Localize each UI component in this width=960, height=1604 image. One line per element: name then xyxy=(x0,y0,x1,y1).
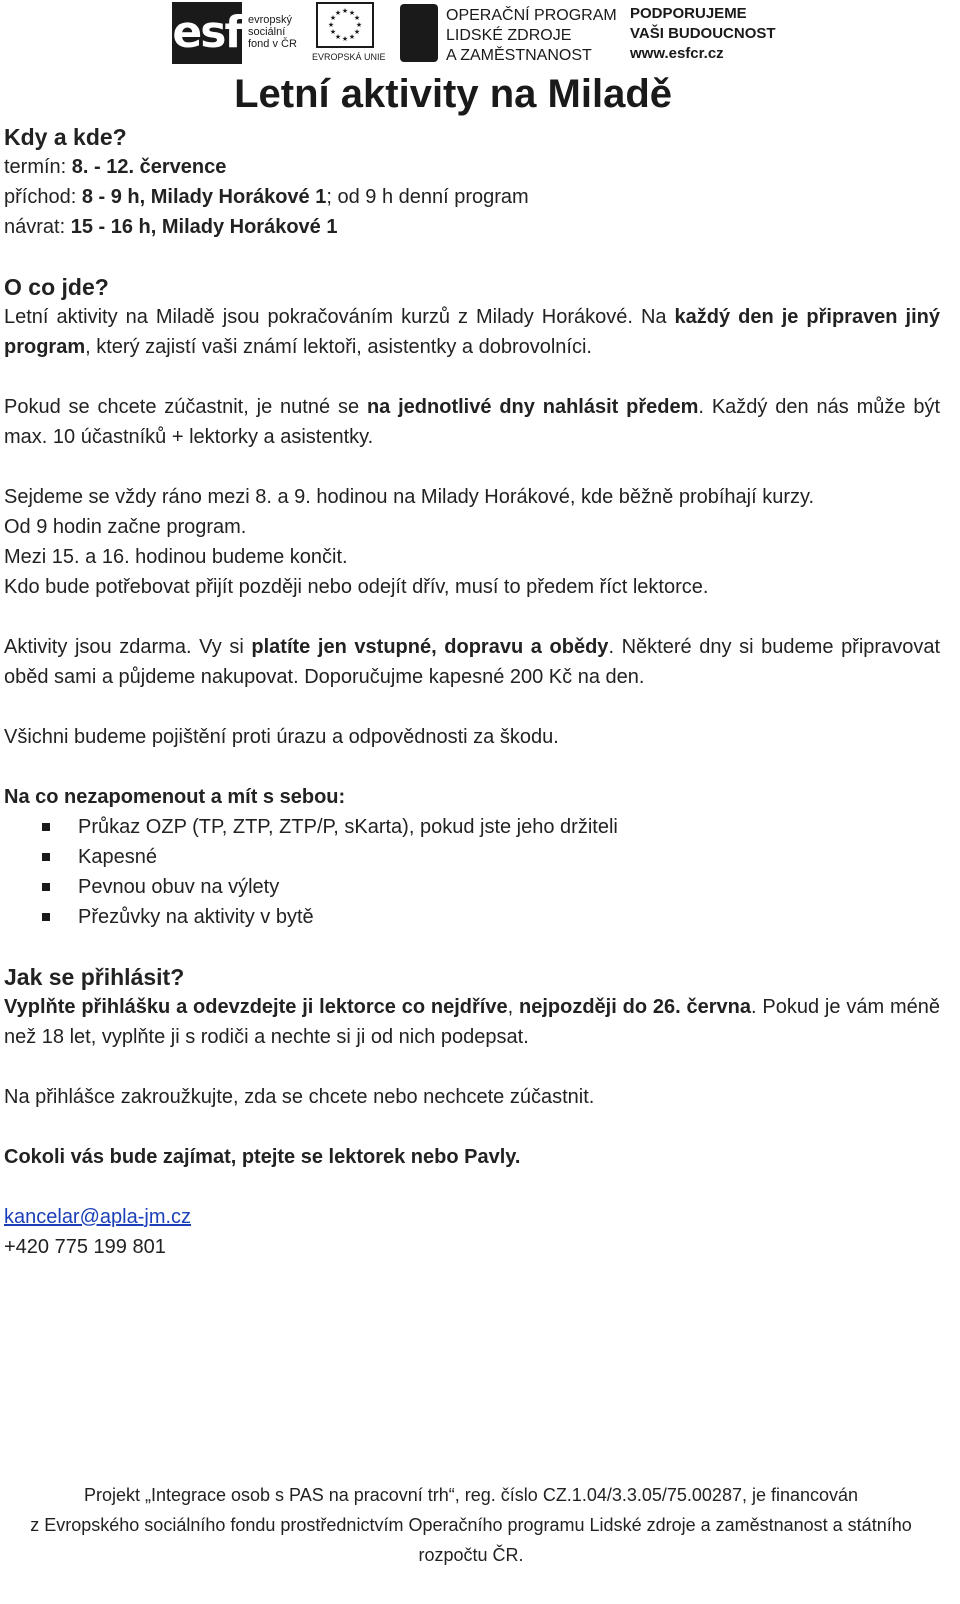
prichod-rest: ; od 9 h denní program xyxy=(326,186,529,208)
op-logo xyxy=(400,2,617,64)
page-title: Letní aktivity na Miladě xyxy=(234,72,672,116)
heading-sebou: Na co nezapomenout a mít s sebou: xyxy=(4,786,346,808)
text-span: . Pokud je vám méně než 18 let, vyplňte ji s rodiči a nechte si ji od nich podepsat. xyxy=(4,996,940,1048)
bold-span: platíte jen vstupné, dopravu a obědy xyxy=(251,636,609,658)
svg-text:★: ★ xyxy=(348,33,356,41)
text-span: . Některé dny si budeme připravovat oběd sami a půjdeme nakupovat. Doporučujme kapesné 200 Kč na den. xyxy=(4,636,940,688)
footer-note xyxy=(0,1480,942,1570)
text-span: . Každý den nás může být max. 10 účastníků + lektorky a asistentky. xyxy=(4,396,940,448)
esf-line: sociální xyxy=(248,26,286,38)
termin-line xyxy=(4,152,940,182)
navrat-value: 15 - 16 h, Milady Horákové 1 xyxy=(70,216,338,238)
list-item xyxy=(4,842,940,872)
op-line: LIDSKÉ ZDROJE xyxy=(446,27,572,44)
bullet-icon xyxy=(42,913,50,921)
list-item xyxy=(4,812,940,842)
list-item xyxy=(4,872,940,902)
heading-o-co-jde: O co jde? xyxy=(4,274,109,300)
esf-logo-text xyxy=(248,14,297,50)
list-item-text: Kapesné xyxy=(78,846,157,868)
footer-line: z Evropského sociálního fondu prostřednictvím Operačního programu Lidské zdroje a zaměstnanost a státního xyxy=(30,1515,912,1535)
text-span: Aktivity jsou zdarma. Vy si xyxy=(4,636,252,658)
op-logo-mark xyxy=(400,4,438,62)
svg-text:★: ★ xyxy=(341,7,349,15)
logo-header xyxy=(0,0,960,70)
svg-text:★: ★ xyxy=(327,21,335,29)
bold-span: Vyplňte přihlášku a odevzdejte ji lektorce co nejdříve xyxy=(4,996,508,1018)
paragraph-registration xyxy=(4,392,940,452)
termin-value: 8. - 12. července xyxy=(71,156,227,178)
pod-line: www.esfcr.cz xyxy=(630,45,724,62)
navrat-label: návrat: xyxy=(4,216,71,238)
esf-logo-mark: esf xyxy=(172,2,242,64)
prichod-line xyxy=(4,182,940,212)
text-span: , xyxy=(507,996,519,1018)
paragraph-intro xyxy=(4,302,940,362)
op-logo-text xyxy=(446,6,617,66)
svg-text:★: ★ xyxy=(334,33,342,41)
list-item xyxy=(4,902,940,932)
op-line: OPERAČNÍ PROGRAM xyxy=(446,7,617,24)
schedule-line-3: Mezi 15. a 16. hodinou budeme končit. xyxy=(4,546,348,568)
prichod-value: 8 - 9 h, Milady Horákové 1 xyxy=(81,186,327,208)
op-line: A ZAMĚSTNANOST xyxy=(446,47,592,64)
footer-line: rozpočtu ČR. xyxy=(418,1545,524,1565)
page-title-wrap xyxy=(0,70,940,118)
list-item-text: Průkaz OZP (TP, ZTP, ZTP/P, sKarta), pokud jste jeho držiteli xyxy=(78,816,618,838)
eu-logo xyxy=(312,2,386,64)
eu-flag-icon xyxy=(316,2,374,48)
paragraph-insurance: Všichni budeme pojištění proti úrazu a odpovědnosti za škodu. xyxy=(4,726,559,748)
footer-line: Projekt „Integrace osob s PAS na pracovní trh“, reg. číslo CZ.1.04/3.3.05/75.00287, je financován xyxy=(83,1485,859,1505)
text-span: Letní aktivity na Miladě jsou pokračováním kurzů z Milady Horákové. Na xyxy=(4,306,675,328)
heading-jak-se-prihlasit: Jak se přihlásit? xyxy=(4,964,185,990)
svg-text:★: ★ xyxy=(334,9,342,17)
svg-text:★: ★ xyxy=(355,21,363,29)
items-list xyxy=(4,812,940,932)
svg-text:★: ★ xyxy=(353,14,361,22)
navrat-line xyxy=(4,212,940,242)
heading-kdy-a-kde: Kdy a kde? xyxy=(4,124,127,150)
bold-span: na jednotlivé dny nahlásit předem xyxy=(366,396,699,418)
prichod-label: příchod: xyxy=(4,186,82,208)
bullet-icon xyxy=(42,853,50,861)
text-span: , který zajistí vaši známí lektoři, asistentky a dobrovolníci. xyxy=(85,336,592,358)
phone-number: +420 775 199 801 xyxy=(4,1236,166,1258)
esf-line: evropský xyxy=(248,14,293,26)
svg-text:★: ★ xyxy=(341,35,349,43)
schedule-line-1: Sejdeme se vždy ráno mezi 8. a 9. hodinou na Milady Horákové, kde běžně probíhají kurzy. xyxy=(4,486,815,508)
esf-line: fond v ČR xyxy=(248,38,297,50)
list-item-text: Přezůvky na aktivity v bytě xyxy=(78,906,314,928)
paragraph-circle: Na přihlášce zakroužkujte, zda se chcete nebo nechcete zúčastnit. xyxy=(4,1086,595,1108)
bold-span: každý den je připraven jiný program xyxy=(4,306,940,358)
paragraph-costs xyxy=(4,632,940,692)
bullet-icon xyxy=(42,883,50,891)
bullet-icon xyxy=(42,823,50,831)
text-span: Pokud se chcete zúčastnit, je nutné se xyxy=(4,396,367,418)
termin-label: termín: xyxy=(4,156,72,178)
list-item-text: Pevnou obuv na výlety xyxy=(78,876,280,898)
svg-text:★: ★ xyxy=(329,28,337,36)
podporujeme-logo xyxy=(630,4,776,64)
email-line xyxy=(4,1202,940,1232)
svg-text:★: ★ xyxy=(348,9,356,17)
eu-label: EVROPSKÁ UNIE xyxy=(312,52,386,62)
pod-line: VAŠI BUDOUCNOST xyxy=(630,25,776,42)
esf-logo xyxy=(172,2,304,64)
schedule-line-2: Od 9 hodin začne program. xyxy=(4,516,247,538)
eu-stars-icon xyxy=(318,4,372,46)
document-body xyxy=(4,122,940,1262)
schedule-line-4: Kdo bude potřebovat přijít později nebo odejít dřív, musí to předem říct lektorce. xyxy=(4,576,709,598)
paragraph-signup xyxy=(4,992,940,1052)
svg-text:★: ★ xyxy=(329,14,337,22)
bold-span: nejpozději do 26. června xyxy=(518,996,751,1018)
contact-note: Cokoli vás bude zajímat, ptejte se lektorek nebo Pavly. xyxy=(4,1146,521,1168)
svg-text:★: ★ xyxy=(353,28,361,36)
pod-line: PODPORUJEME xyxy=(630,5,747,22)
email-link[interactable]: kancelar@apla-jm.cz xyxy=(4,1206,192,1228)
